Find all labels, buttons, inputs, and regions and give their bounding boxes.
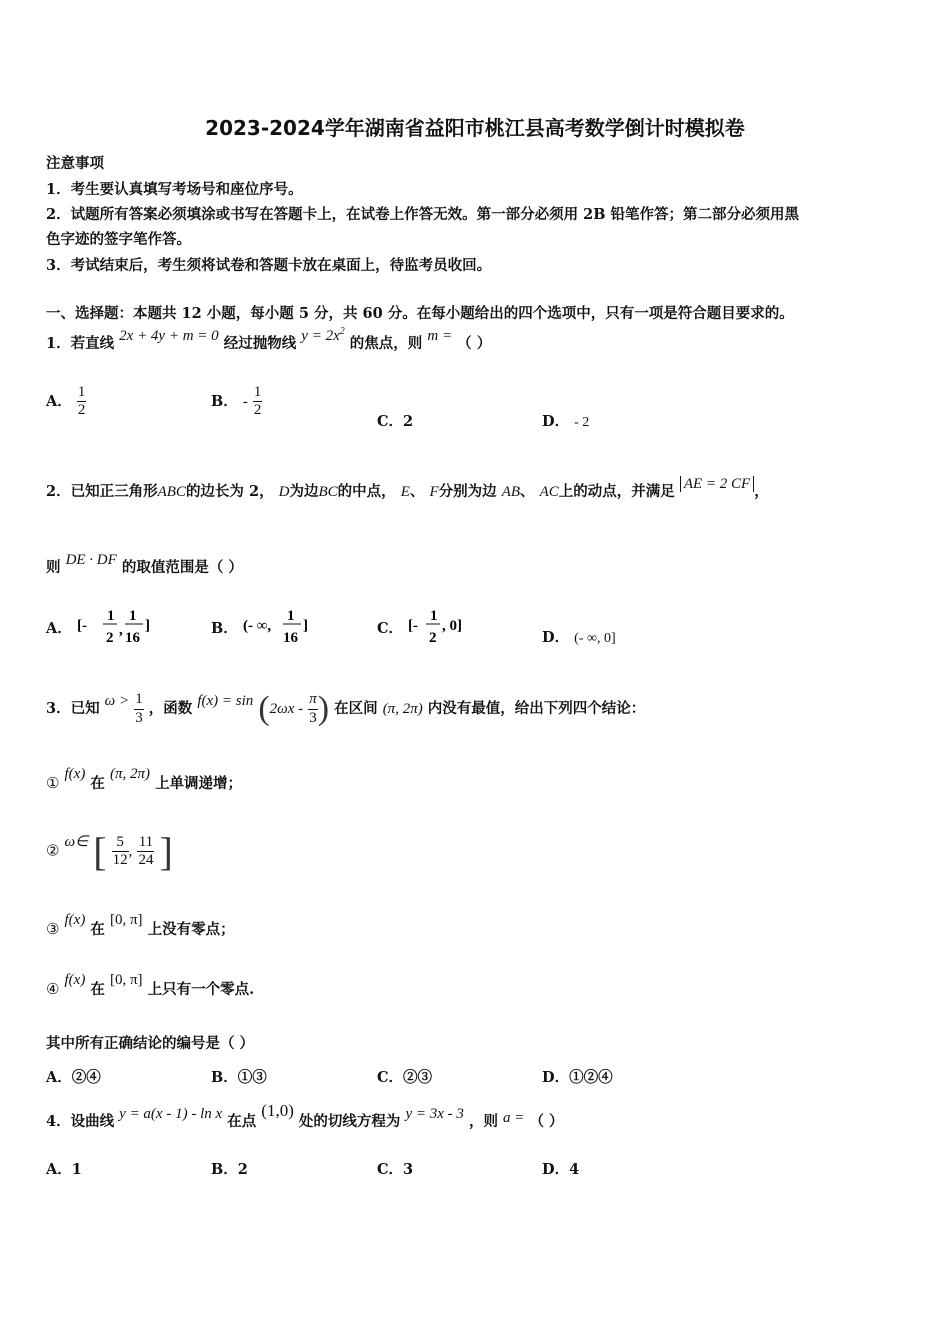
- q1-b-frac: $\frac{1}{2}$: [253, 384, 262, 419]
- svg-text:,: ,: [118, 622, 123, 638]
- q2-a-expr: [77, 606, 157, 652]
- svg-text:1: 1: [286, 608, 295, 624]
- q4-option-c[interactable]: C．3: [377, 1161, 414, 1178]
- question-4: 4．设曲线 y = a(x - 1) - ln x 在点 (1,0) 处的切线方程为 y = 3x - 3 ，则 a = （ ）: [46, 1101, 564, 1130]
- svg-text:2: 2: [429, 630, 437, 646]
- q2-dot-product: DE · DF: [65, 552, 117, 568]
- notice-item-2: 2．试题所有答案必须填涂或书写在答题卡上，在试卷上作答无效。第一部分必须用 2B 铅笔作答；第二部分必须用黑: [46, 206, 800, 223]
- q1-option-c[interactable]: C．2: [377, 413, 414, 430]
- q2-c-expr: [408, 606, 470, 652]
- page-title: 2023-2024学年湖南省益阳市桃江县高考数学倒计时模拟卷: [205, 116, 745, 140]
- svg-text:16: 16: [124, 630, 140, 646]
- q2-option-c[interactable]: C． [- 1 2 , 0]: [377, 606, 470, 652]
- q3-option-c[interactable]: C．②③: [377, 1069, 433, 1086]
- q2-option-a[interactable]: A． 1 2 [- , 1 16 ]: [46, 606, 157, 652]
- q3-conclusion-2: ② ω∈ [ $\frac{5}{12}$ , $\frac{11}{24}$ ]: [46, 829, 173, 874]
- q1-num: 1．若直线: [46, 335, 115, 352]
- q2-option-b[interactable]: B． (- ∞, 1 16 ]: [211, 606, 313, 652]
- q2-option-d[interactable]: D． (- ∞, 0]: [542, 629, 616, 646]
- q3-conclusion-1: ① f(x) 在 (π, 2π) 上单调递增；: [46, 766, 243, 792]
- q3-option-a[interactable]: A．②④: [46, 1069, 101, 1086]
- q1-a-frac: $\frac{1}{2}$: [77, 384, 86, 419]
- q4-curve: y = a(x - 1) - ln x: [119, 1106, 223, 1122]
- svg-text:, 0]: , 0]: [442, 618, 463, 634]
- section-heading: 一、选择题：本题共 12 小题，每小题 5 分，共 60 分。在每小题给出的四个选项中，只有一项是符合题目要求的。: [46, 305, 794, 322]
- svg-text:2: 2: [105, 630, 114, 646]
- svg-text:]: ]: [302, 618, 308, 634]
- q4-option-d[interactable]: D．4: [542, 1161, 580, 1178]
- q3-ask: 其中所有正确结论的编号是（ ）: [46, 1035, 255, 1052]
- q2-b-expr: [243, 606, 313, 652]
- notice-item-1: 1．考生要认真填写考场号和座位序号。: [46, 181, 303, 198]
- q1-var: m =: [427, 328, 453, 344]
- svg-text:1: 1: [128, 608, 137, 624]
- q3-conclusion-3: ③ f(x) 在 [0, π] 上没有零点；: [46, 912, 235, 938]
- q2-condition: AE = 2 CF: [680, 476, 754, 492]
- svg-text:(- ∞,: (- ∞,: [242, 618, 272, 634]
- q3-conclusion-4: ④ f(x) 在 [0, π] 上只有一个零点.: [46, 972, 255, 998]
- q1-option-b[interactable]: B． - $\frac{1}{2}$: [211, 384, 262, 419]
- q3-option-d[interactable]: D．①②④: [542, 1069, 613, 1086]
- svg-text:1: 1: [430, 608, 438, 624]
- svg-text:[-: [-: [76, 618, 87, 634]
- q2-abc: ABC: [157, 484, 186, 500]
- notice-heading: 注意事项: [46, 155, 104, 172]
- q3-option-b[interactable]: B．①③: [211, 1069, 267, 1086]
- question-1: [46, 326, 492, 353]
- q4-point: (1,0): [261, 1101, 294, 1120]
- q1-tail: 的焦点，则: [349, 335, 423, 352]
- question-2-line2: 则 DE · DF 的取值范围是（ ）: [46, 552, 243, 576]
- q1-mid: 经过抛物线: [223, 335, 297, 352]
- notice-item-3: 3．考试结束后，考生须将试卷和答题卡放在桌面上，待监考员收回。: [46, 257, 492, 274]
- q1-option-a[interactable]: A． $\frac{1}{2}$: [46, 384, 86, 419]
- svg-text:1: 1: [106, 608, 115, 624]
- q1-option-d[interactable]: D． - 2: [542, 413, 590, 430]
- svg-text:[-: [-: [408, 618, 419, 634]
- q4-option-b[interactable]: B．2: [211, 1161, 248, 1178]
- q3-function: f(x) = sin: [197, 693, 254, 709]
- svg-text:16: 16: [282, 630, 298, 646]
- question-3: 3．已知 ω > $\frac{1}{3}$ ，函数 f(x) = sin (2ωx - $\frac{\pi}{3}$ ) 在区间 (π, 2π) 内没有最值，给出下列四个结论：: [46, 690, 646, 727]
- q4-option-a[interactable]: A．1: [46, 1161, 82, 1178]
- svg-text:]: ]: [144, 618, 150, 634]
- q1-paren: （ ）: [457, 335, 492, 352]
- q3-interval: (π, 2π): [382, 701, 423, 717]
- question-2: 2．已知正三角形ABC的边长为 2， D为边BC的中点， E、 F分别为边 AB、 AC上的动点，并满足 AE = 2 CF ，: [46, 476, 769, 500]
- notice-item-2-cont: 色字迹的签字笔作答。: [46, 231, 191, 248]
- q4-tangent: y = 3x - 3: [405, 1106, 464, 1122]
- q1-parabola: $y = 2x^2$: [301, 326, 345, 344]
- q1-line-eq: 2x + 4y + m = 0: [119, 328, 219, 344]
